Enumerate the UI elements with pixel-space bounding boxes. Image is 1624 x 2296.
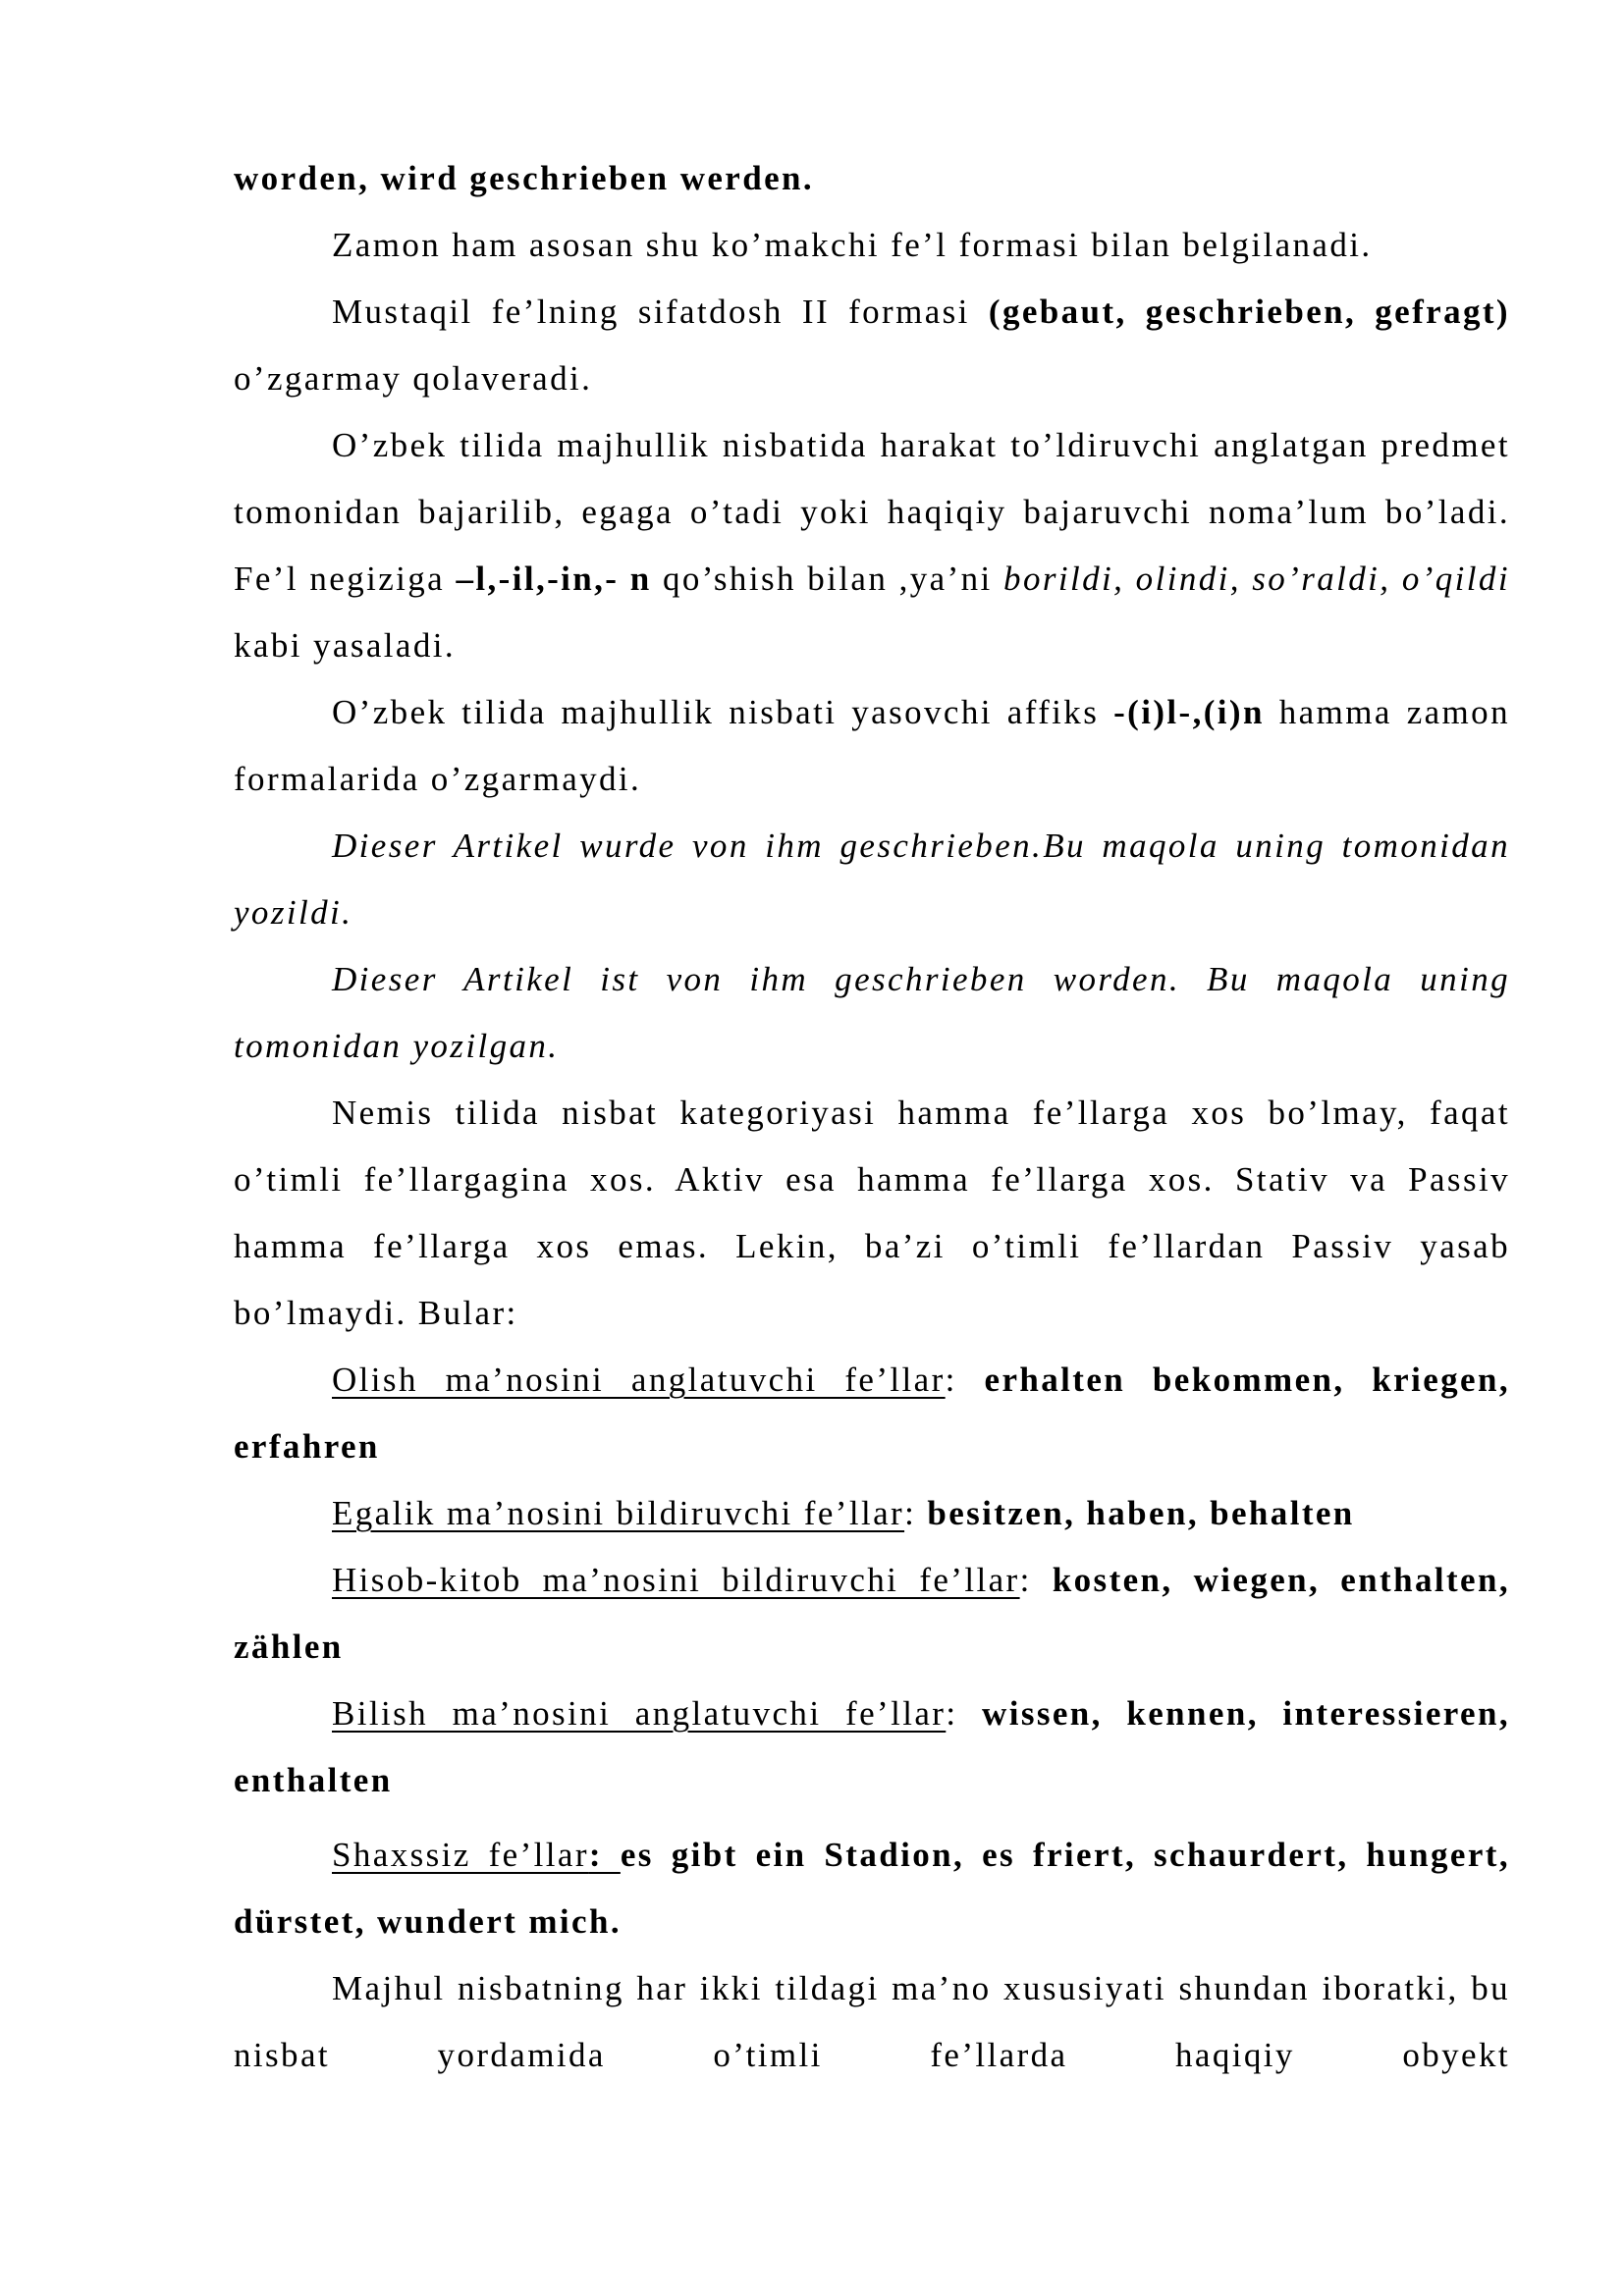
bold-text: worden, wird geschrieben werden.: [234, 159, 815, 197]
italic-examples: borildi, olindi, so’raldi, o’qildi: [1003, 560, 1510, 598]
paragraph-text: O’zbek tilida majhullik nisbatida harakat to’ldiruvchi anglatgan predmet tomonidan bajarilib, egaga o’tadi yoki haqiqiy bajaruvchi noma’lum bo’ladi. Fe’l negiziga: [234, 426, 1510, 598]
document-page: [234, 145, 1510, 2089]
paragraph-german-voice: [234, 1080, 1510, 1347]
underlined-heading: Egalik ma’nosini bildiruvchi fe’llar: [332, 1494, 905, 1532]
paragraph-uzbek-passive: [234, 412, 1510, 679]
underlined-heading: Olish ma’nosini anglatuvchi fe’llar: [332, 1361, 946, 1399]
verb-group-receiving: [234, 1347, 1510, 1480]
paragraph-text: Nemis tilida nisbat kategoriyasi hamma fe’llarga xos bo’lmay, faqat o’timli fe’llargagina xos. Aktiv esa hamma fe’llarga xos. Stativ va Passiv hamma fe’llarga xos emas. Lekin, ba’zi o’timli fe’llardan Passiv yasab bo’lmaydi. Bular:: [234, 1094, 1510, 1332]
italic-example: Dieser Artikel ist von ihm geschrieben worden. Bu maqola uning tomonidan yozilgan.: [234, 960, 1510, 1065]
bold-verbs: wissen, kennen, interessieren, enthalten: [234, 1694, 1511, 1799]
underlined-heading: Shaxssiz fe’llar: [332, 1836, 589, 1874]
underlined-heading: Bilish ma’nosini anglatuvchi fe’llar: [332, 1694, 947, 1733]
paragraph-text: O’zbek tilida majhullik nisbati yasovchi affiks: [332, 693, 1114, 731]
verb-group-knowing: [234, 1681, 1510, 1814]
bold-verbs: besitzen, haben, behalten: [927, 1494, 1355, 1532]
paragraph-passive-meaning: [234, 1955, 1510, 2089]
colon: :: [946, 1694, 983, 1733]
paragraph-text: Zamon ham asosan shu ko’makchi fe’l formasi bilan belgilanadi.: [332, 226, 1373, 264]
paragraph-text: Majhul nisbatning har ikki tildagi ma’no xususiyati shundan iboratki, bu nisbat yordamida o’timli fe’llarda haqiqiy obyekt: [234, 1969, 1510, 2074]
paragraph-text: hamma zamon formalarida o’zgarmaydi.: [234, 693, 1510, 798]
paragraph-affix: [234, 679, 1510, 813]
underlined-heading: Hisob-kitob ma’nosini bildiruvchi fe’llar: [332, 1561, 1020, 1599]
bold-verbs: kosten, wiegen, enthalten, zählen: [234, 1561, 1510, 1666]
bold-examples: (gebaut, geschrieben, gefragt): [988, 293, 1510, 331]
paragraph-text: o’zgarmay qolaveradi.: [234, 359, 593, 398]
paragraph-participle: [234, 279, 1510, 412]
paragraph-text: kabi yasaladi.: [234, 626, 457, 665]
colon: :: [945, 1361, 985, 1399]
verb-group-possession: [234, 1480, 1510, 1547]
paragraph-text: Mustaqil fe’lning sifatdosh II formasi: [332, 293, 989, 331]
verb-group-counting: [234, 1547, 1510, 1681]
bold-affixes: –l,-il,-in,- n: [456, 560, 652, 598]
example-sentence-1: [234, 813, 1510, 946]
underlined-colon: :: [588, 1836, 621, 1874]
paragraph-tense: [234, 212, 1510, 279]
colon: :: [904, 1494, 928, 1532]
italic-example: Dieser Artikel wurde von ihm geschrieben.Bu maqola uning tomonidan yozildi.: [234, 827, 1510, 932]
bold-verbs: erhalten bekommen, kriegen, erfahren: [234, 1361, 1511, 1466]
colon: :: [1019, 1561, 1053, 1599]
bold-verbs: es gibt ein Stadion, es friert, schaurdert, hungert, dürstet, wundert mich.: [234, 1836, 1510, 1941]
paragraph-continuation: [234, 145, 1510, 212]
bold-affix: -(i)l-,(i)n: [1113, 693, 1265, 731]
example-sentence-2: [234, 946, 1510, 1080]
verb-group-impersonal: [234, 1822, 1510, 1955]
paragraph-text: qo’shish bilan ,ya’ni: [651, 560, 1004, 598]
